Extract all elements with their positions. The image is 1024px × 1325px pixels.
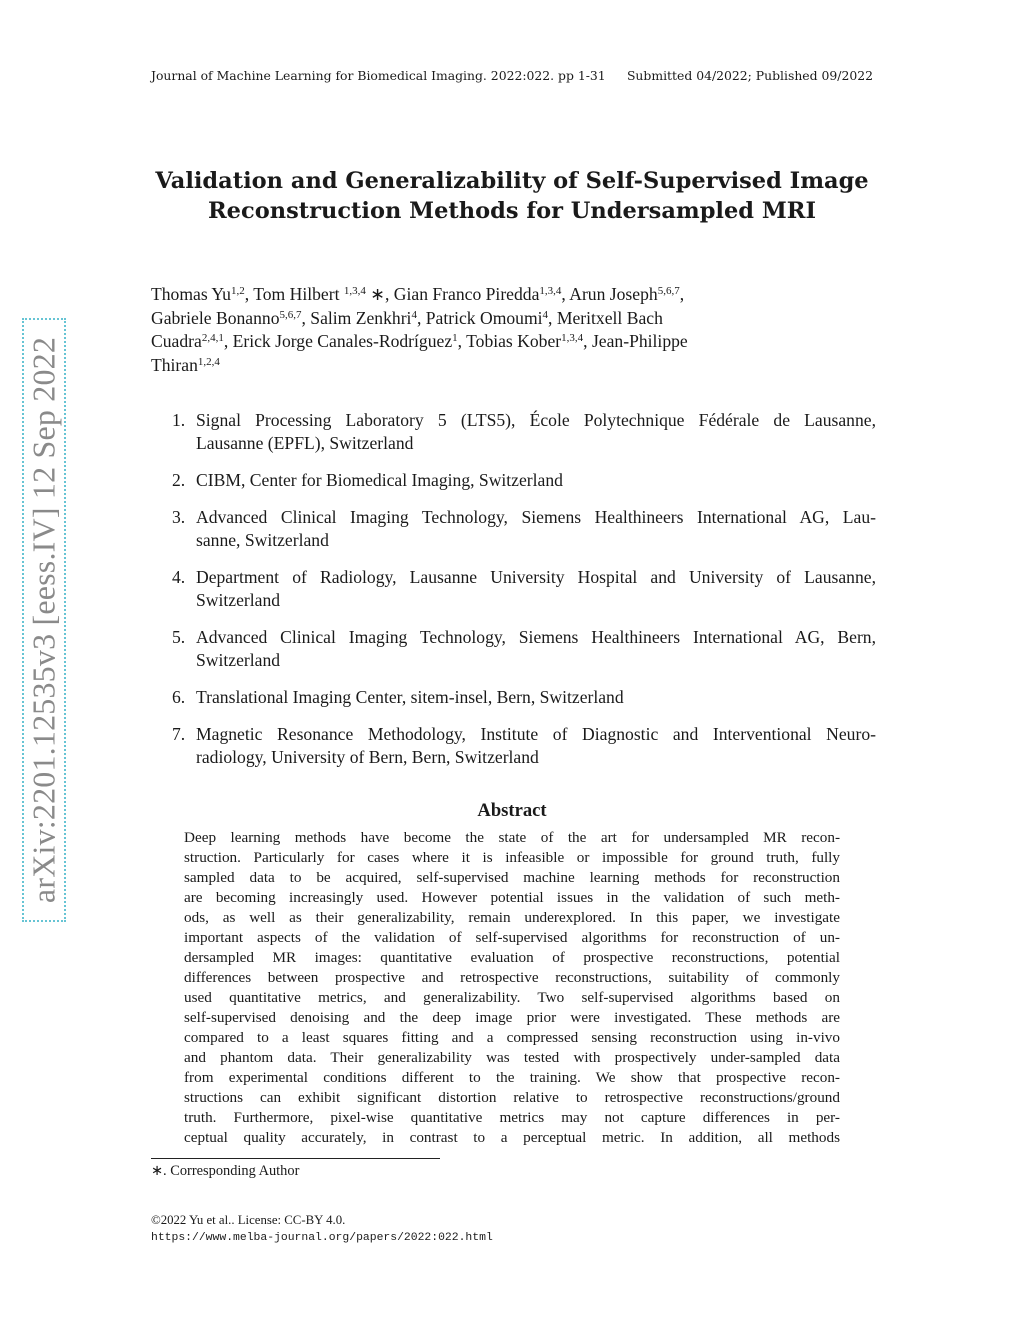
- author-name: Gian Franco Piredda: [393, 284, 540, 304]
- abstract-line: ceptual quality accurately, in contrast to a perceptual metric. In addition, all methods: [184, 1129, 840, 1146]
- affiliation-number: 2.: [172, 469, 186, 490]
- author-line: Cuadra$^{2,4,1}$, Erick Jorge Canales-Rodríguez$^1$, Tobias Kober$^{1,3,4}$, Jean-Philippe: [151, 331, 688, 351]
- author-name: Thiran: [151, 354, 198, 375]
- affiliation-item: [172, 566, 876, 612]
- title-line: Reconstruction Methods for Undersampled MRI: [207, 198, 816, 224]
- affiliation-number: 1.: [172, 410, 186, 430]
- affiliation-marker: 1,3,4: [561, 332, 584, 344]
- submission-dates: Submitted 04/2022; Published 09/2022: [626, 68, 873, 83]
- author-name: Patrick Omoumi: [425, 307, 543, 328]
- author-list: [151, 283, 881, 377]
- author-name: Tobias Kober: [466, 331, 562, 351]
- affiliation-text: Advanced Clinical Imaging Technology, Siemens Healthineers International AG, Lau-: [196, 506, 876, 527]
- affiliation-marker: 1,2,4: [197, 355, 220, 368]
- affiliation-item: [172, 723, 876, 769]
- affiliation-item: [172, 409, 876, 455]
- arxiv-stamp[interactable]: [22, 318, 66, 922]
- affiliation-marker: 4: [411, 308, 417, 321]
- author-line: Thomas Yu$^{1,2}$, Tom Hilbert $^{1,3,4}$ ∗, Gian Franco Piredda$^{1,3,4}$, Arun Joseph$^{5,6,7}$,: [151, 284, 685, 304]
- corresponding-marker: ∗,: [365, 284, 394, 304]
- affiliation-marker: 1,3,4: [343, 285, 366, 297]
- abstract-line: are becoming increasingly used. However potential issues in the validation of such meth-: [184, 889, 840, 906]
- affiliation-text: sanne, Switzerland: [196, 529, 329, 550]
- affiliation-item: [172, 506, 876, 552]
- author-name: Thomas Yu: [151, 284, 231, 304]
- abstract-line: and phantom data. Their generalizability was tested with prospectively under-sampled data: [184, 1049, 840, 1066]
- affiliation-item: [172, 686, 876, 709]
- journal-header: Journal of Machine Learning for Biomedical Imaging. 2022:022. pp 1-31: [151, 68, 606, 83]
- affiliation-text: CIBM, Center for Biomedical Imaging, Switzerland: [196, 469, 563, 490]
- author-name: Meritxell Bach: [556, 307, 663, 328]
- affiliation-marker: 1: [452, 332, 458, 344]
- author-name: Gabriele Bonanno: [151, 307, 280, 328]
- affiliation-marker: 1,2: [230, 285, 245, 297]
- abstract-line: differences between prospective and retrospective reconstructions, suitability of commonly: [184, 969, 840, 986]
- abstract-line: compared to a least squares fitting and a compressed sensing reconstruction using in-vivo: [184, 1029, 840, 1046]
- affiliation-number: 4.: [172, 566, 186, 587]
- abstract-line: self-supervised denoising and the deep image prior were investigated. These methods are: [184, 1009, 840, 1026]
- author-line: [151, 354, 881, 378]
- abstract-body: [184, 828, 840, 1148]
- abstract-line: used quantitative metrics, and generalizability. Two self-supervised algorithms based on: [184, 989, 840, 1006]
- author-name: Tom Hilbert: [253, 284, 344, 304]
- affiliation-number: 3.: [172, 506, 186, 527]
- affiliation-item: [172, 626, 876, 672]
- affiliation-text: Lausanne (EPFL), Switzerland: [196, 432, 414, 453]
- affiliation-marker: 5,6,7: [657, 285, 680, 297]
- abstract-line: sampled data to be acquired, self-supervised machine learning methods for reconstruction: [184, 869, 840, 886]
- affiliation-number: 6.: [172, 686, 186, 707]
- affiliation-text: Magnetic Resonance Methodology, Institute of Diagnostic and Interventional Neuro-: [196, 723, 876, 744]
- affiliation-marker: 2,4,1: [201, 332, 224, 344]
- affiliation-marker: 5,6,7: [279, 308, 302, 321]
- footnote-divider: [151, 1158, 440, 1159]
- affiliation-text: Translational Imaging Center, sitem-insel, Bern, Switzerland: [196, 686, 624, 707]
- affiliation-text: radiology, University of Bern, Bern, Switzerland: [196, 746, 539, 767]
- affiliation-number: 5.: [172, 626, 186, 647]
- abstract-line: structions can exhibit significant distortion relative to retrospective reconstructions/ground: [184, 1089, 840, 1106]
- author-name: Arun Joseph: [569, 284, 658, 304]
- affiliation-list: [172, 409, 876, 783]
- abstract-line: Deep learning methods have become the state of the art for undersampled MR recon-: [184, 829, 840, 846]
- title-line: Validation and Generalizability of Self-Supervised Image: [155, 168, 869, 194]
- author-name: Erick Jorge Canales-Rodríguez: [232, 331, 453, 351]
- abstract-line: from experimental conditions different to the training. We show that prospective recon-: [184, 1069, 840, 1086]
- affiliation-marker: 4: [542, 308, 549, 321]
- affiliation-text: Department of Radiology, Lausanne University Hospital and University of Lausanne,: [196, 566, 876, 587]
- paper-title: [150, 166, 874, 226]
- author-line: Gabriele Bonanno$^{5,6,7}$, Salim Zenkhri$^4$, Patrick Omoumi$^4$, Meritxell Bach: [151, 307, 663, 328]
- abstract-line: truth. Furthermore, pixel-wise quantitative metrics may not capture differences in per-: [184, 1109, 840, 1126]
- abstract-line: important aspects of the validation of self-supervised algorithms for reconstruction of un-: [184, 929, 840, 946]
- affiliation-text: Advanced Clinical Imaging Technology, Siemens Healthineers International AG, Bern,: [196, 626, 876, 647]
- author-name: Cuadra: [151, 331, 202, 351]
- license-notice: ©2022 Yu et al.. License: CC-BY 4.0.: [151, 1213, 346, 1227]
- affiliation-number: 7.: [172, 723, 186, 744]
- author-name: Salim Zenkhri: [310, 307, 412, 328]
- footnote: ∗. Corresponding Author: [151, 1163, 300, 1179]
- affiliation-marker: 1,3,4: [539, 285, 562, 297]
- abstract-line: ods, as well as their generalizability, remain underexplored. In this paper, we investigate: [184, 909, 840, 926]
- paper-url-link[interactable]: https://www.melba-journal.org/papers/2022:022.html: [151, 1232, 493, 1244]
- author-name: Jean-Philippe: [591, 331, 688, 351]
- affiliation-item: [172, 469, 876, 492]
- abstract-line: struction. Particularly for cases where it is infeasible or impossible for ground truth, fully: [184, 849, 840, 866]
- arxiv-id: arXiv:2201.12535v3 [eess.IV] 12 Sep 2022: [25, 336, 62, 904]
- affiliation-text: Switzerland: [196, 649, 281, 670]
- affiliation-text: Signal Processing Laboratory 5 (LTS5), École Polytechnique Fédérale de Lausanne,: [196, 410, 876, 430]
- abstract-heading: Abstract: [477, 800, 547, 821]
- abstract-line: dersampled MR images: quantitative evaluation of prospective reconstructions, potential: [184, 949, 840, 966]
- affiliation-text: Switzerland: [196, 589, 281, 610]
